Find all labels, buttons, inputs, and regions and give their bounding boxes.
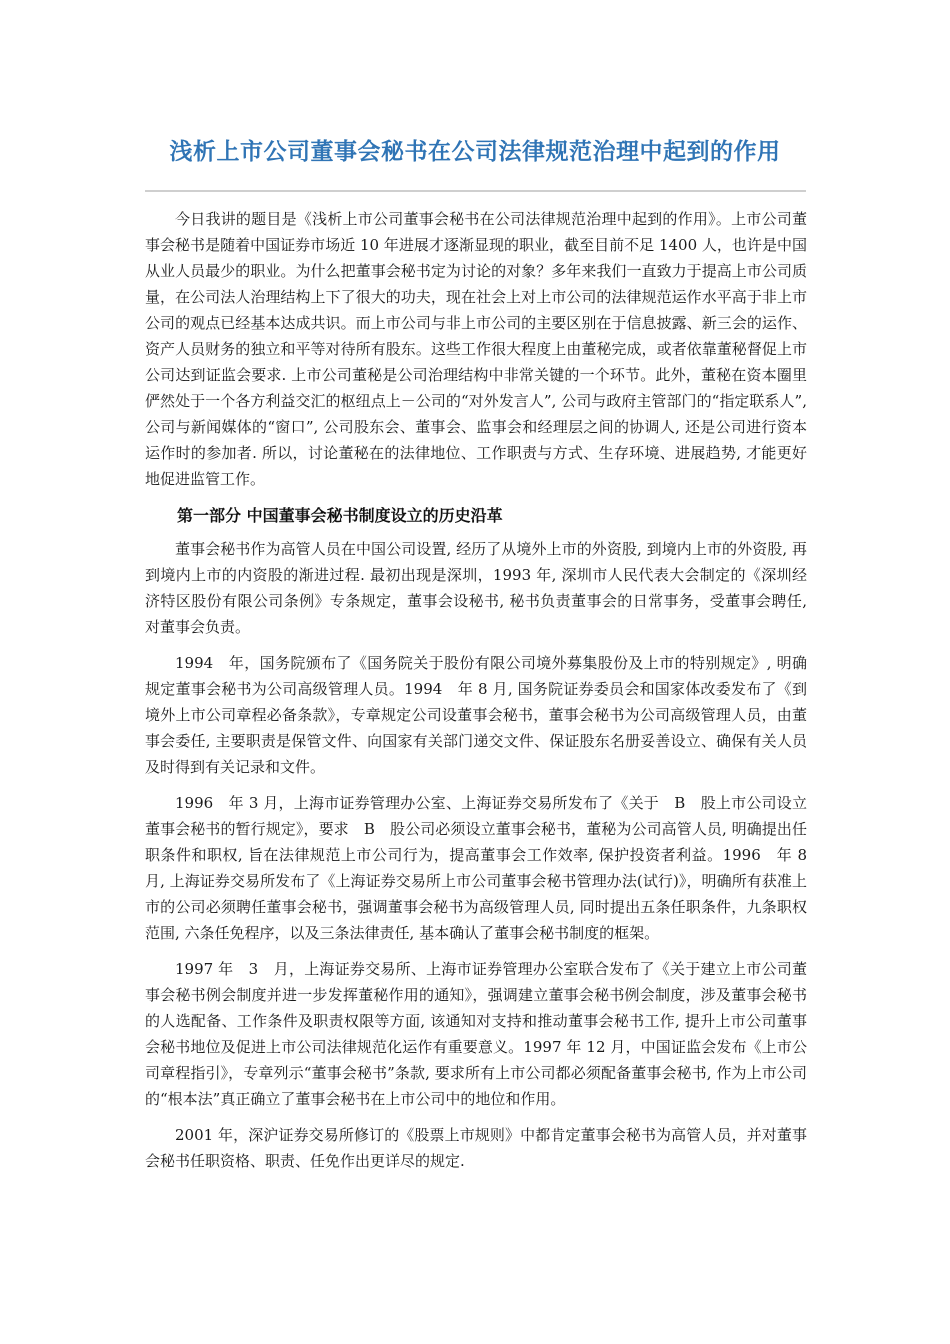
document-body (145, 206, 807, 1184)
paragraph-1993: 董事会秘书作为高管人员在中国公司设置, 经历了从境外上市的外资股, 到境内上市的外资股, 再到境内上市的内资股的渐进过程. 最初出现是深圳，1993 年, 深圳市人民代表大会制定的《深圳经济特区股份有限公司条例》专条规定，董事会设秘书, 秘书负责董事会的日常事务，受董事会聘任, 对董事会负责。 (145, 540, 807, 636)
document-title: 浅析上市公司董事会秘书在公司法律规范治理中起到的作用 (169, 139, 781, 165)
intro-paragraph: 今日我讲的题目是《浅析上市公司董事会秘书在公司法律规范治理中起到的作用》。上市公司董事会秘书是随着中国证券市场近 10 年进展才逐渐显现的职业，截至目前不足 1400 人，也许是中国从业人员最少的职业。为什么把董事会秘书定为讨论的对象？多年来我们一直致力于提高上市公司质量，在公司法人治理结构上下了很大的功夫，现在社会上对上市公司的法律规范运作水平高于非上市公司的观点已经基本达成共识。而上市公司与非上市公司的主要区别在于信息披露、新三会的运作、资产人员财务的独立和平等对待所有股东。这些工作很大程度上由董秘完成，或者依靠董秘督促上市公司达到证监会要求. 上市公司董秘是公司治理结构中非常关键的一个环节。此外，董秘在资本圈里俨然处于一个各方利益交汇的枢纽点上－公司的“对外发言人”, 公司与政府主管部门的“指定联系人”, 公司与新闻媒体的“窗口”, 公司股东会、董事会、监事会和经理层之间的协调人, 还是公司进行资本运作时的参加者. 所以，讨论董秘在的法律地位、工作职责与方式、生存环境、进展趋势, 才能更好地促进监管工作。 (145, 210, 807, 488)
title-divider (145, 190, 806, 192)
paragraph-2001: 2001 年，深沪证券交易所修订的《股票上市规则》中都肯定董事会秘书为高管人员，并对董事会秘书任职资格、职责、任免作出更详尽的规定. (145, 1126, 807, 1170)
section-heading: 第一部分 中国董事会秘书制度设立的历史沿革 (177, 506, 503, 525)
paragraph-1997: 1997 年 3 月，上海证券交易所、上海市证券管理办公室联合发布了《关于建立上市公司董事会秘书例会制度并进一步发挥董秘作用的通知》，强调建立董事会秘书例会制度，涉及董事会秘书的人选配备、工作条件及职责权限等方面, 该通知对支持和推动董事会秘书工作, 提升上市公司董事会秘书地位及促进上市公司法律规范化运作有重要意义。1997 年 12 月，中国证监会发布《上市公司章程指引》，专章列示“董事会秘书”条款, 要求所有上市公司都必须配备董事会秘书, 作为上市公司的“根本法”真正确立了董事会秘书在上市公司中的地位和作用。 (145, 960, 807, 1108)
paragraph-1996: 1996 年 3 月，上海市证券管理办公室、上海证券交易所发布了《关于 B 股上市公司设立董事会秘书的暂行规定》，要求 B 股公司必须设立董事会秘书，董秘为公司高管人员, 明确提出任职条件和职权, 旨在法律规范上市公司行为，提高董事会工作效率, 保护投资者利益。1996 年 8 月, 上海证券交易所发布了《上海证券交易所上市公司董事会秘书管理办法(试行)》，明确所有获准上市的公司必须聘任董事会秘书，强调董事会秘书为高级管理人员, 同时提出五条任职条件，九条职权范围, 六条任免程序，以及三条法律责任, 基本确认了董事会秘书制度的框架。 (145, 794, 807, 942)
paragraph-1994: 1994 年，国务院颁布了《国务院关于股份有限公司境外募集股份及上市的特别规定》, 明确规定董事会秘书为公司高级管理人员。1994 年 8 月, 国务院证券委员会和国家体改委发布了《到境外上市公司章程必备条款》，专章规定公司设董事会秘书，董事会秘书为公司高级管理人员，由董事会委任, 主要职责是保管文件、向国家有关部门递交文件、保证股东名册妥善设立、确保有关人员及时得到有关记录和文件。 (145, 654, 807, 776)
